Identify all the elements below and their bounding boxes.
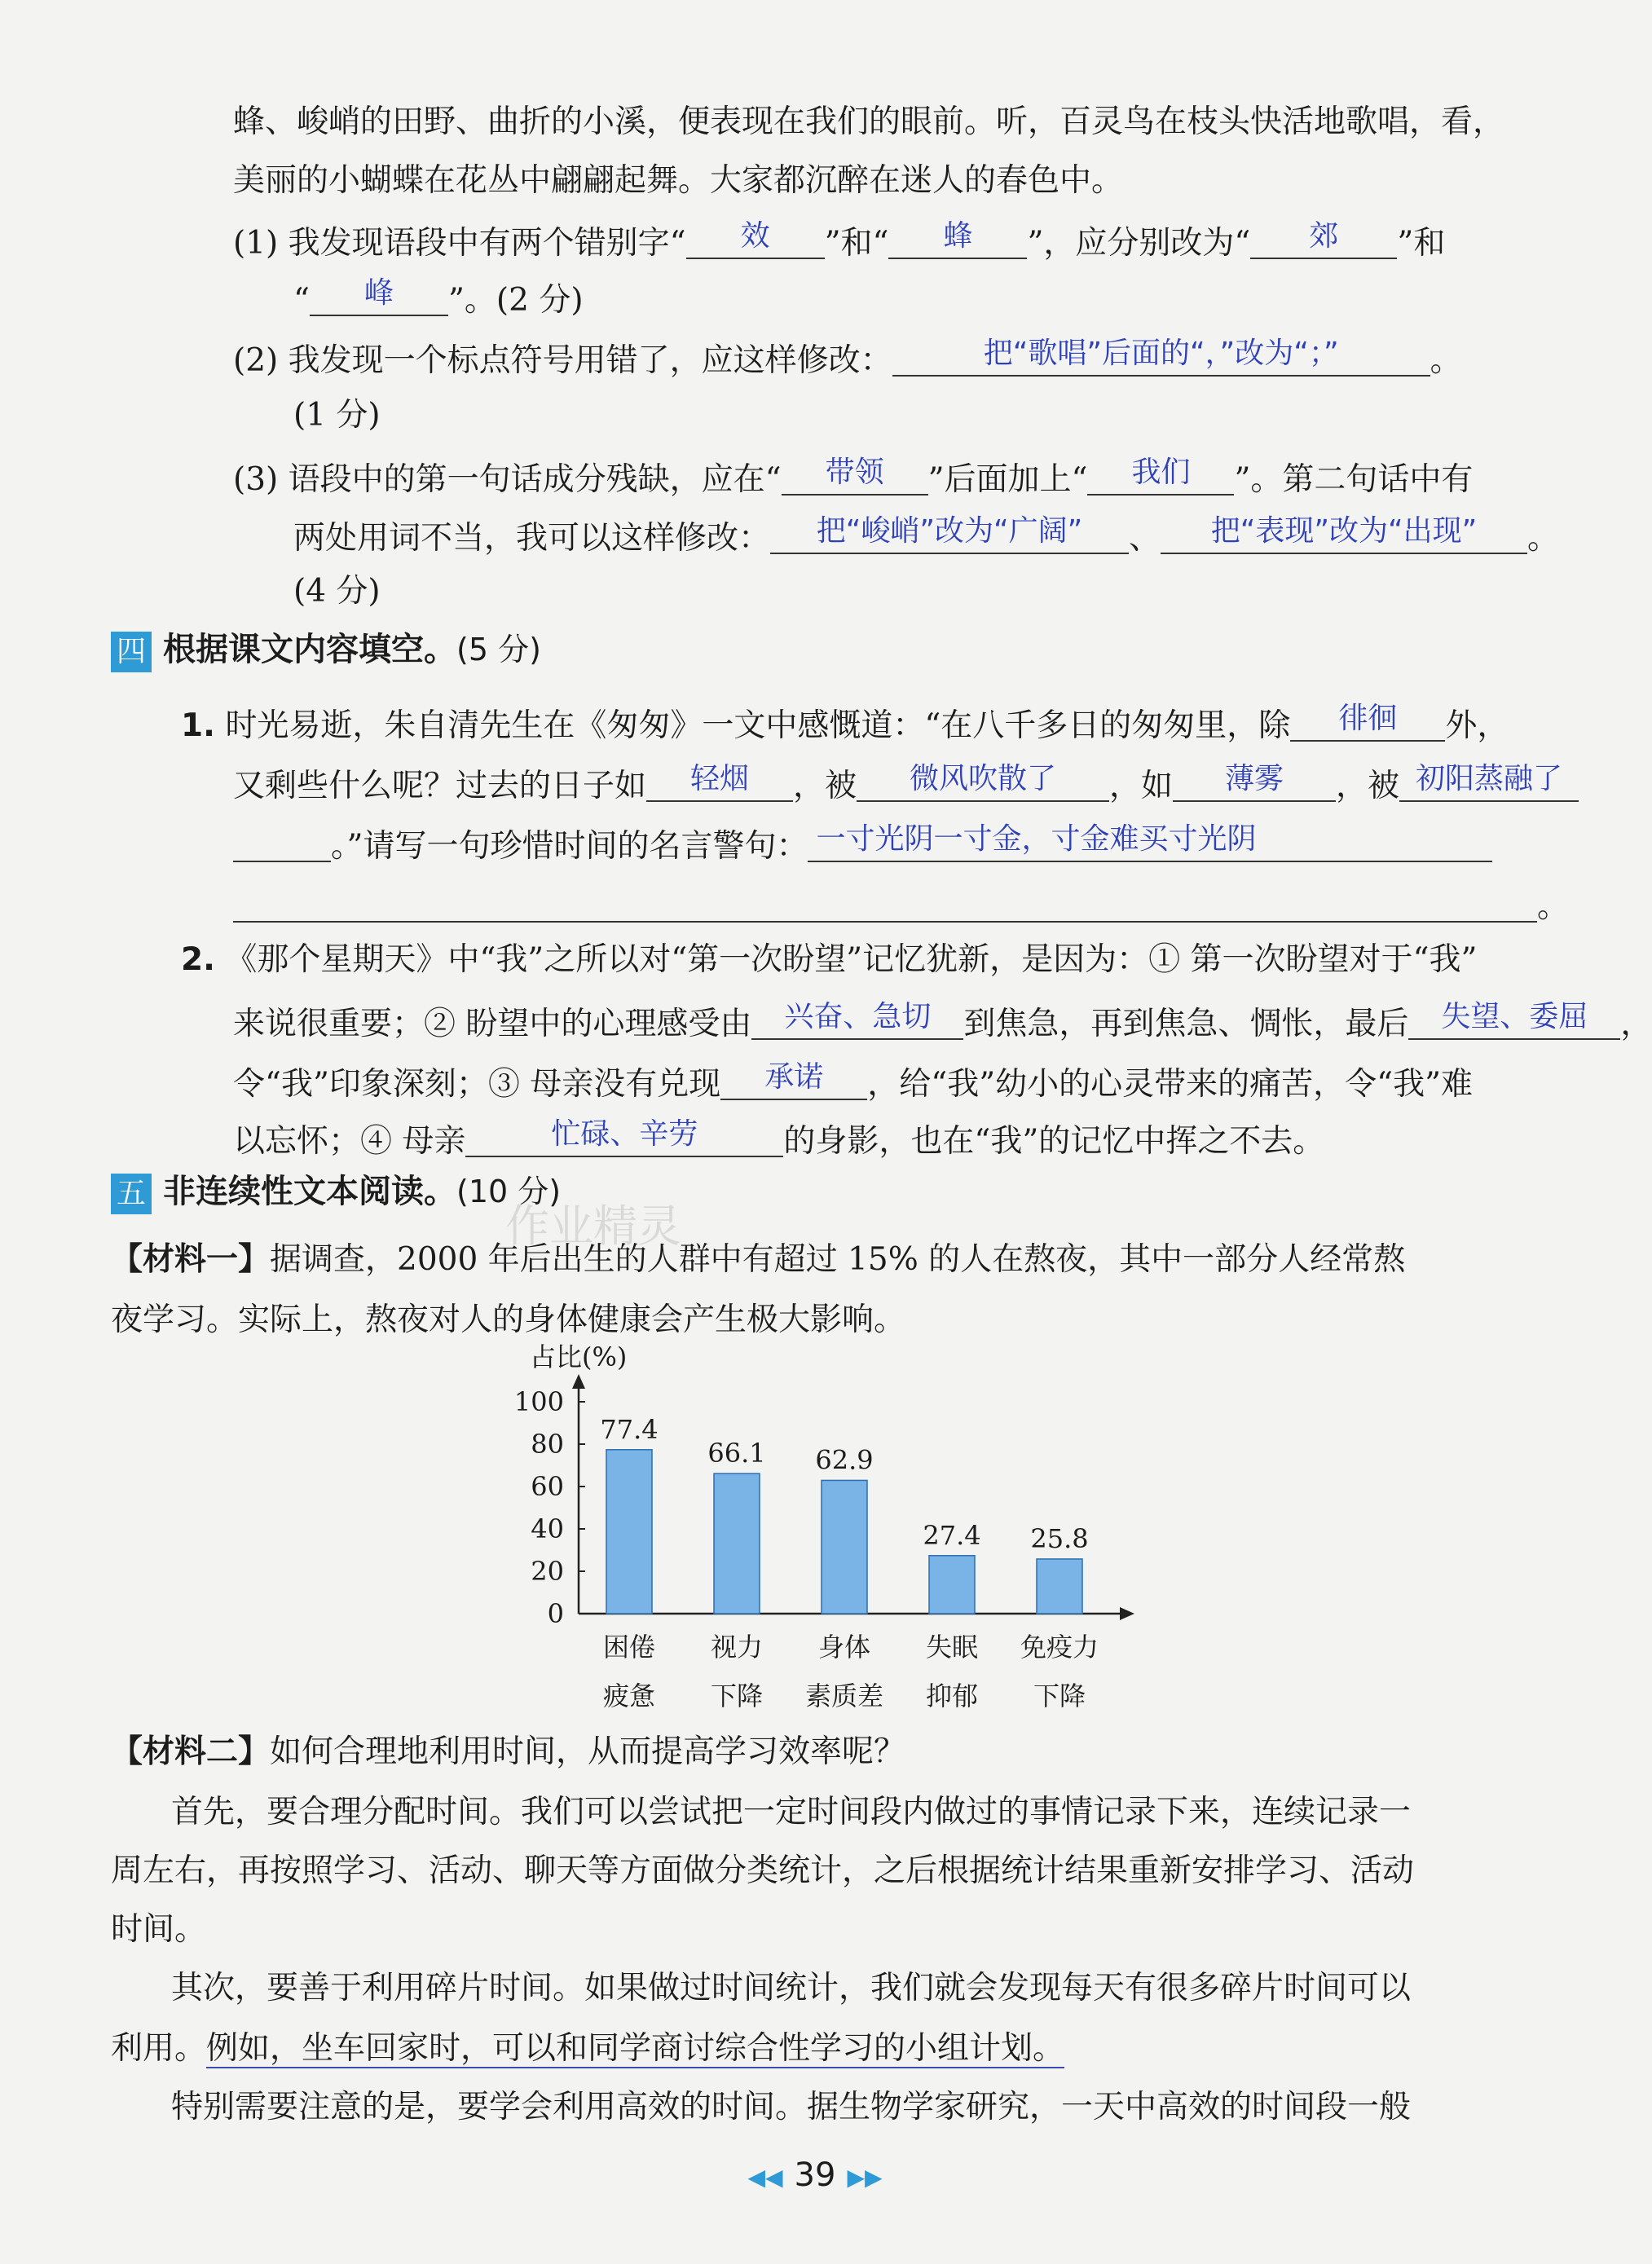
- s4q2-text: ，给“我”幼小的心灵带来的痛苦，令“我”难: [867, 1066, 1474, 1103]
- bar: [714, 1473, 760, 1614]
- q2-text: 。: [1430, 342, 1462, 379]
- s4-question-2-line-3: [233, 1060, 1474, 1103]
- data-label: 62.9: [815, 1444, 874, 1476]
- question-3: [233, 458, 1473, 496]
- q1-blank-1[interactable]: [686, 219, 825, 259]
- section-4-header: [111, 632, 541, 672]
- s4-question-2-line-4: [233, 1117, 1325, 1160]
- s4q1-text: 时光易逝，朱自清先生在《匆匆》一文中感慨道：“在八千多日的匆匆里，除: [225, 707, 1291, 744]
- s4q1-text: 外，: [1445, 707, 1509, 744]
- s4q1-blank-5[interactable]: [1399, 764, 1579, 802]
- material-2-p1-line-1: 首先，要合理分配时间。我们可以尝试把一定时间段内做过的事情记录下来，连续记录一: [171, 1794, 1412, 1830]
- x-tick-label: 下降: [710, 1680, 764, 1711]
- question-number: 1.: [181, 707, 215, 744]
- s4q1-blank-3[interactable]: [857, 764, 1109, 802]
- question-2: [233, 339, 1462, 377]
- question-number: 2.: [181, 941, 215, 978]
- q3-blank-1[interactable]: [782, 458, 928, 496]
- x-tick-label: 抑郁: [925, 1680, 979, 1711]
- bar: [822, 1480, 867, 1614]
- s4q2-text: 到焦急，再到焦急、惆怅，最后: [963, 1006, 1409, 1042]
- x-tick-label: 下降: [1033, 1680, 1086, 1711]
- data-label: 25.8: [1030, 1522, 1089, 1554]
- y-tick-label: 60: [531, 1471, 564, 1502]
- answer: 微风吹散了: [910, 762, 1057, 795]
- s4q2-text: 令“我”印象深刻；③ 母亲没有兑现: [233, 1066, 721, 1103]
- x-tick-label: 困倦: [602, 1632, 656, 1663]
- material-label: 【材料一】: [111, 1240, 271, 1278]
- x-tick-label: 视力: [710, 1632, 764, 1663]
- q3-text: 、: [1129, 520, 1161, 557]
- material-2-p1-line-2: 周左右，再按照学习、活动、聊天等方面做分类统计，之后根据统计结果重新安排学习、活动: [111, 1852, 1415, 1889]
- bar: [1037, 1559, 1082, 1614]
- s4q1-blank-1[interactable]: [1290, 704, 1445, 742]
- data-label: 77.4: [600, 1413, 659, 1445]
- section-title: 根据课文内容填空。: [163, 631, 456, 668]
- answer: 徘徊: [1338, 702, 1398, 735]
- material-2-p2-line-1: 其次，要善于利用碎片时间。如果做过时间统计，我们就会发现每天有很多碎片时间可以: [171, 1970, 1412, 2006]
- x-tick-label: 素质差: [804, 1680, 884, 1711]
- s4q1-text: ，被: [793, 768, 857, 804]
- material-2-p3-line-1: 特别需要注意的是，要学会利用高效的时间。据生物学家研究，一天中高效的时间段一般: [171, 2089, 1412, 2125]
- y-tick-label: 20: [531, 1556, 564, 1587]
- data-label: 66.1: [707, 1438, 766, 1469]
- s4q2-blank-4[interactable]: [465, 1117, 783, 1157]
- s4q1-text: 又剩些什么呢？过去的日子如: [233, 768, 647, 804]
- answer: 忙碌、辛劳: [551, 1117, 698, 1151]
- s4-question-1-line-2: [233, 764, 1579, 802]
- answer: 轻烟: [690, 762, 750, 795]
- bar: [606, 1450, 652, 1614]
- section-score: (10 分): [456, 1174, 562, 1209]
- s4q1-blank-5-cont[interactable]: [233, 825, 331, 862]
- s4q1-text: 。”请写一句珍惜时间的名言警句：: [331, 828, 808, 865]
- answer: 把“峻峭”改为“广阔”: [816, 514, 1083, 548]
- q1-blank-4[interactable]: [310, 276, 448, 316]
- question-3-cont: [293, 514, 1560, 557]
- material-2-heading: [111, 1733, 906, 1770]
- next-arrows-icon[interactable]: ▶▶: [847, 2163, 883, 2191]
- section-score: (5 分): [456, 632, 541, 667]
- passage-line-2: 美丽的小蝴蝶在花丛中翩翩起舞。大家都沉醉在迷人的春色中。: [233, 162, 1124, 199]
- q3-text: 。: [1527, 520, 1560, 557]
- q3-text: ”后面加上“: [927, 461, 1088, 498]
- s4q2-blank-2[interactable]: [1408, 1002, 1620, 1040]
- x-tick-label: 身体: [817, 1632, 871, 1663]
- answer: 把“歌唱”后面的“，”改为“；”: [983, 337, 1339, 370]
- q2-text: (2) 我发现一个标点符号用错了，应这样修改：: [233, 342, 892, 379]
- s4q1-blank-6[interactable]: [808, 822, 1492, 862]
- q1-blank-2[interactable]: [888, 219, 1027, 259]
- y-tick-label: 100: [513, 1386, 564, 1417]
- s4q2-text: 来说很重要；② 盼望中的心理感受由: [233, 1006, 752, 1042]
- y-tick-label: 0: [547, 1598, 564, 1629]
- section-number-badge: 五: [111, 1174, 152, 1214]
- watermark: 作业精灵: [505, 1200, 681, 1252]
- s4q1-blank-6-cont[interactable]: [233, 885, 1537, 923]
- q1-text: ”，应分别改为“: [1027, 225, 1251, 262]
- question-3-score: (4 分): [293, 573, 381, 610]
- page-footer: [0, 2156, 1630, 2194]
- q1-text: ”。(2 分): [447, 282, 584, 319]
- passage-line-1: 蜂、峻峭的田野、曲折的小溪，便表现在我们的眼前。听，百灵鸟在枝头快活地歌唱，看，: [233, 104, 1505, 140]
- s4-question-1-line-4: [233, 885, 1569, 923]
- material-label: 【材料二】: [111, 1733, 271, 1770]
- s4q2-blank-1[interactable]: [751, 1002, 963, 1040]
- q3-blank-3[interactable]: [770, 514, 1129, 554]
- s4q1-blank-2[interactable]: [646, 764, 793, 802]
- answer: 郊: [1309, 219, 1339, 253]
- data-label: 27.4: [923, 1519, 981, 1551]
- answer: 兴奋、急切: [784, 1000, 932, 1033]
- material-text: 据调查，2000 年后出生的人群中有超过 15% 的人在熬夜，其中一部分人经常熬: [270, 1241, 1406, 1278]
- question-1-cont: [293, 276, 584, 319]
- material-text: 如何合理地利用时间，从而提高学习效率呢？: [270, 1733, 906, 1770]
- q1-text: ”和: [1397, 225, 1446, 262]
- s4-question-1-line-3: [233, 822, 1492, 865]
- q3-blank-2[interactable]: [1087, 458, 1234, 496]
- y-tick-label: 40: [531, 1513, 564, 1544]
- y-tick-label: 80: [531, 1429, 564, 1460]
- q2-blank[interactable]: [892, 339, 1430, 377]
- x-tick-label: 免疫力: [1020, 1632, 1099, 1663]
- prev-arrows-icon[interactable]: ◀◀: [747, 2163, 783, 2191]
- material-2-p2-line-2: [111, 2030, 1065, 2067]
- underlined-example: 例如，坐车回家时，可以和同学商讨综合性学习的小组计划。: [206, 2030, 1065, 2067]
- s4q2-text: 的身影，也在“我”的记忆中挥之不去。: [783, 1123, 1325, 1160]
- q3-text: (3) 语段中的第一句话成分残缺，应在“: [233, 461, 782, 498]
- material-text: 利用。: [111, 2030, 207, 2067]
- answer: 我们: [1131, 456, 1191, 489]
- answer: 把“表现”改为“出现”: [1210, 514, 1478, 548]
- answer: 蜂: [943, 219, 973, 253]
- s4q1-text: 。: [1537, 888, 1570, 925]
- x-tick-label: 疲惫: [602, 1680, 656, 1711]
- y-axis-label: 占比(%): [530, 1341, 628, 1372]
- answer: 初阳蒸融了: [1416, 762, 1563, 795]
- answer: 带领: [825, 456, 884, 489]
- answer: 一寸光阴一寸金，寸金难买寸光阴: [816, 822, 1257, 856]
- answer: 效: [740, 219, 770, 253]
- question-1: [233, 219, 1446, 262]
- q3-blank-4[interactable]: [1161, 514, 1527, 554]
- s4q1-blank-4[interactable]: [1173, 764, 1336, 802]
- s4-question-2-line-2: [233, 1002, 1652, 1040]
- s4-question-2: [181, 941, 1478, 978]
- x-axis-arrow-icon: [1120, 1607, 1134, 1620]
- x-tick-label: 失眠: [925, 1632, 979, 1663]
- answer: 薄雾: [1225, 762, 1284, 795]
- answer: 失望、委屈: [1441, 1000, 1588, 1033]
- q1-text: ”和“: [824, 225, 889, 262]
- section-number-badge: 四: [111, 632, 152, 672]
- page-number: 39: [794, 2156, 836, 2194]
- y-axis-arrow-icon: [572, 1374, 585, 1389]
- section-5-header: [111, 1174, 561, 1214]
- s4q1-text: ，如: [1109, 768, 1174, 804]
- material-2-p1-line-3: 时间。: [111, 1911, 207, 1948]
- bar-chart: [489, 1341, 1157, 1728]
- material-1-line-2: 夜学习。实际上，熬夜对人的身体健康会产生极大影响。: [111, 1302, 906, 1338]
- section-title: 非连续性文本阅读。: [163, 1173, 456, 1210]
- s4q2-blank-3[interactable]: [720, 1060, 867, 1100]
- q3-text: 两处用词不当，我可以这样修改：: [293, 520, 771, 557]
- bar: [929, 1556, 975, 1614]
- s4-question-1: [181, 704, 1509, 742]
- material-1-line-1: [111, 1240, 1406, 1278]
- answer: 承诺: [764, 1060, 824, 1094]
- q3-text: ”。第二句话中有: [1234, 461, 1474, 498]
- s4q2-text: ，: [1620, 1006, 1652, 1042]
- q1-text: (1) 我发现语段中有两个错别字“: [233, 225, 686, 262]
- s4q2-text: 《那个星期天》中“我”之所以对“第一次盼望”记忆犹新，是因为：① 第一次盼望对于“我”: [225, 941, 1478, 978]
- s4q1-text: ，被: [1336, 768, 1400, 804]
- q1-text: “: [293, 282, 310, 319]
- question-2-score: (1 分): [293, 397, 381, 434]
- answer: 峰: [363, 276, 394, 310]
- q1-blank-3[interactable]: [1250, 219, 1397, 259]
- s4q2-text: 以忘怀；④ 母亲: [233, 1123, 466, 1160]
